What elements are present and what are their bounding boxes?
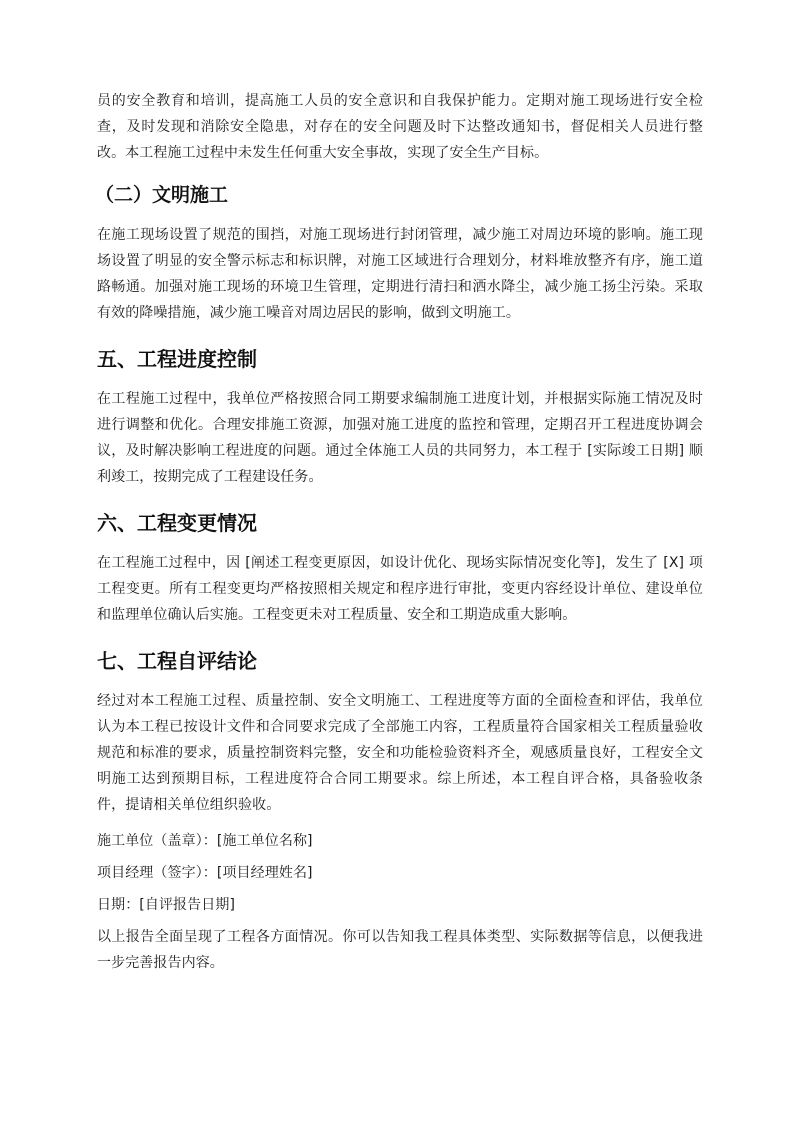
report-date-line: 日期：[自评报告日期] (97, 897, 236, 913)
change-status-heading: 六、工程变更情况 (97, 511, 257, 535)
document-page (97, 88, 703, 986)
self-evaluation-paragraph: 经过对本工程施工过程、质量控制、安全文明施工、工程进度等方面的全面检查和评估，我单位认为本工程已按设计文件和合同要求完成了全部施工内容，工程质量符合国家相关工程质量验收规范和标准的要求，质量控制资料完整，安全和功能检验资料齐全，观感质量良好，工程安全文明施工达到预期目标，工程进度符合合同工期要求。综上所述，本工程自评合格，具备验收条件，提请相关单位组织验收。 (97, 693, 703, 813)
intro-paragraph: 员的安全教育和培训，提高施工人员的安全意识和自我保护能力。定期对施工现场进行安全检查，及时发现和消除安全隐患，对存在的安全问题及时下达整改通知书，督促相关人员进行整改。本工程施工过程中未发生任何重大安全事故，实现了安全生产目标。 (97, 93, 703, 161)
change-status-paragraph: 在工程施工过程中，因 [阐述工程变更原因，如设计优化、现场实际情况变化等]，发生了 [X] 项工程变更。所有工程变更均严格按照相关规定和程序进行审批，变更内容经设计单位、建设单位和监理单位确认后实施。工程变更未对工程质量、安全和工期造成重大影响。 (97, 555, 703, 623)
construction-unit-line: 施工单位（盖章）：[施工单位名称] (97, 833, 313, 849)
progress-control-heading: 五、工程进度控制 (97, 347, 257, 371)
self-evaluation-heading: 七、工程自评结论 (97, 649, 257, 673)
progress-control-paragraph: 在工程施工过程中，我单位严格按照合同工期要求编制施工进度计划，并根据实际施工情况及时进行调整和优化。合理安排施工资源，加强对施工进度的监控和管理，定期召开工程进度协调会议，及时解决影响工程进度的问题。通过全体施工人员的共同努力，本工程于 [实际竣工日期] 顺利竣工，按期完成了工程建设任务。 (97, 391, 703, 485)
civil-construction-paragraph: 在施工现场设置了规范的围挡，对施工现场进行封闭管理，减少施工对周边环境的影响。施工现场设置了明显的安全警示标志和标识牌，对施工区域进行合理划分，材料堆放整齐有序，施工道路畅通。加强对施工现场的环境卫生管理，定期进行清扫和洒水降尘，减少施工扬尘污染。采取有效的降噪措施，减少施工噪音对周边居民的影响，做到文明施工。 (97, 227, 703, 321)
civil-construction-heading: （二）文明施工 (95, 184, 229, 206)
closing-note: 以上报告全面呈现了工程各方面情况。你可以告知我工程具体类型、实际数据等信息，以便我进一步完善报告内容。 (97, 929, 703, 971)
project-manager-line: 项目经理（签字）：[项目经理姓名] (97, 865, 313, 881)
